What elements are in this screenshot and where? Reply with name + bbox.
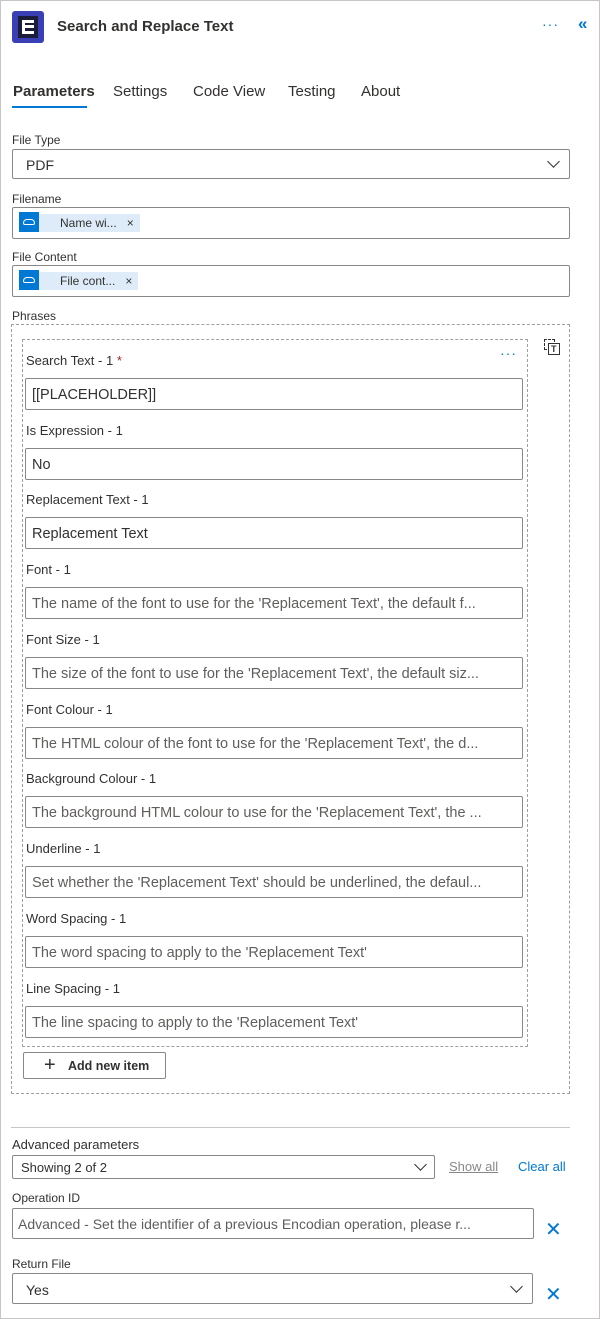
font-label: Font - 1 bbox=[26, 562, 71, 577]
tab-testing[interactable]: Testing bbox=[288, 83, 336, 100]
plus-icon: + bbox=[44, 1054, 56, 1076]
file-content-field[interactable] bbox=[12, 265, 570, 297]
replacement-text-label: Replacement Text - 1 bbox=[26, 492, 149, 507]
file-content-token[interactable] bbox=[19, 272, 138, 290]
phrases-label: Phrases bbox=[12, 309, 57, 323]
advanced-parameters-dropdown[interactable]: Showing 2 of 2 bbox=[12, 1155, 435, 1179]
add-new-item-button[interactable]: + Add new item bbox=[23, 1052, 166, 1079]
font-input[interactable]: The name of the font to use for the 'Replacement Text', the default f... bbox=[25, 587, 523, 619]
tab-about[interactable]: About bbox=[361, 83, 401, 100]
font-size-input[interactable]: The size of the font to use for the 'Replacement Text', the default siz... bbox=[25, 657, 523, 689]
operation-id-label: Operation ID bbox=[12, 1191, 81, 1205]
return-file-label: Return File bbox=[12, 1257, 71, 1271]
operation-id-input[interactable]: Advanced - Set the identifier of a previous Encodian operation, please r... bbox=[12, 1208, 534, 1239]
underline-label: Underline - 1 bbox=[26, 841, 101, 856]
is-expression-label: Is Expression - 1 bbox=[26, 423, 123, 438]
switch-to-text-mode-icon[interactable]: T bbox=[544, 339, 560, 355]
file-content-label: File Content bbox=[12, 250, 77, 264]
word-spacing-input[interactable]: The word spacing to apply to the 'Replacement Text' bbox=[25, 936, 523, 968]
item-more-options-icon[interactable]: ··· bbox=[500, 345, 517, 361]
filename-token-text: Name wi... bbox=[60, 216, 117, 230]
onedrive-icon bbox=[19, 270, 39, 290]
line-spacing-label: Line Spacing - 1 bbox=[26, 981, 120, 996]
remove-token-icon[interactable]: × bbox=[125, 274, 133, 288]
chevron-down-icon bbox=[510, 1280, 523, 1293]
remove-token-icon[interactable]: × bbox=[126, 216, 134, 230]
font-size-label: Font Size - 1 bbox=[26, 632, 100, 647]
search-text-label: Search Text - 1 * bbox=[26, 353, 122, 368]
divider bbox=[11, 1127, 570, 1128]
remove-parameter-icon[interactable]: ✕ bbox=[545, 1284, 562, 1306]
required-marker: * bbox=[116, 353, 122, 368]
chevron-down-icon bbox=[414, 1158, 427, 1171]
onedrive-icon bbox=[19, 212, 39, 232]
remove-parameter-icon[interactable]: ✕ bbox=[545, 1219, 562, 1241]
font-colour-label: Font Colour - 1 bbox=[26, 702, 113, 717]
active-tab-indicator bbox=[12, 106, 87, 108]
file-type-value: PDF bbox=[26, 157, 54, 173]
clear-all-link[interactable]: Clear all bbox=[518, 1159, 566, 1174]
is-expression-input[interactable]: No bbox=[25, 448, 523, 480]
tab-code-view[interactable]: Code View bbox=[193, 83, 266, 100]
file-type-dropdown[interactable] bbox=[12, 149, 570, 179]
background-colour-label: Background Colour - 1 bbox=[26, 771, 157, 786]
panel-title: Search and Replace Text bbox=[57, 18, 234, 35]
filename-field[interactable] bbox=[12, 207, 570, 239]
background-colour-input[interactable]: The background HTML colour to use for the 'Replacement Text', the ... bbox=[25, 796, 523, 828]
tab-settings[interactable]: Settings bbox=[113, 83, 168, 100]
tab-parameters[interactable]: Parameters bbox=[13, 83, 95, 100]
search-text-input[interactable]: [[PLACEHOLDER]] bbox=[25, 378, 523, 410]
collapse-panel-icon[interactable]: « bbox=[578, 14, 588, 33]
replacement-text-input[interactable]: Replacement Text bbox=[25, 517, 523, 549]
chevron-down-icon bbox=[547, 155, 560, 168]
word-spacing-label: Word Spacing - 1 bbox=[26, 911, 127, 926]
file-type-label: File Type bbox=[12, 133, 61, 147]
underline-input[interactable]: Set whether the 'Replacement Text' should be underlined, the defaul... bbox=[25, 866, 523, 898]
encodian-logo-icon bbox=[12, 11, 44, 43]
file-content-token-text: File cont... bbox=[60, 274, 116, 288]
filename-token[interactable] bbox=[19, 214, 140, 232]
font-colour-input[interactable]: The HTML colour of the font to use for the 'Replacement Text', the d... bbox=[25, 727, 523, 759]
filename-label: Filename bbox=[12, 192, 62, 206]
return-file-dropdown[interactable]: Yes bbox=[12, 1273, 533, 1304]
line-spacing-input[interactable]: The line spacing to apply to the 'Replacement Text' bbox=[25, 1006, 523, 1038]
show-all-link[interactable]: Show all bbox=[449, 1159, 499, 1174]
more-options-icon[interactable]: ··· bbox=[542, 16, 559, 32]
advanced-parameters-label: Advanced parameters bbox=[12, 1137, 140, 1152]
